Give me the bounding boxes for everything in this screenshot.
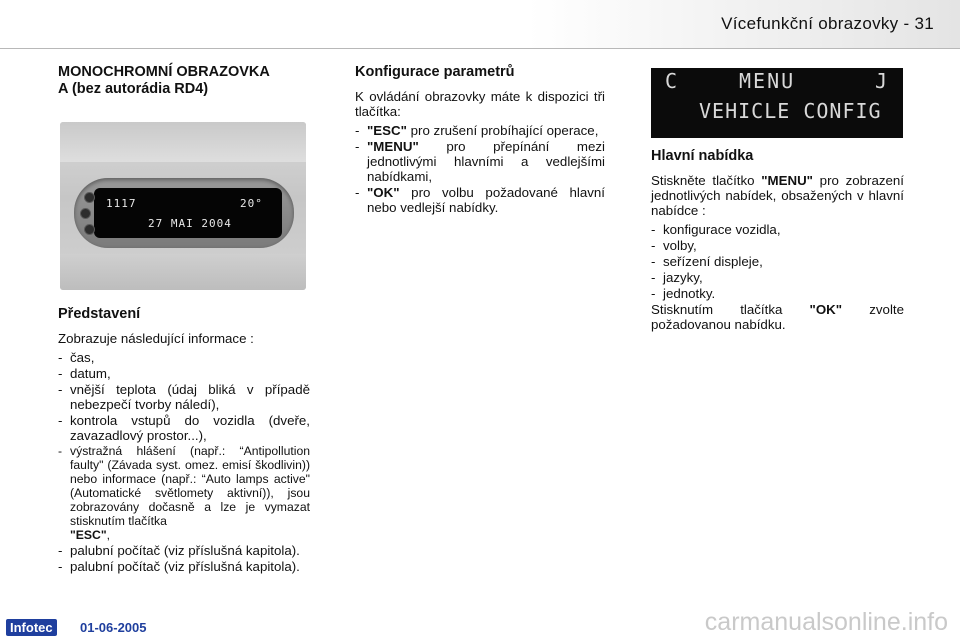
lcd-temperature: 20° xyxy=(240,197,263,210)
list-item: - vnější teplota (údaj bliká v případě nebezpečí tvorby náledí), xyxy=(58,382,310,412)
dashboard-display-photo xyxy=(60,122,306,290)
warnings-text: výstražná hlášení (např.: “Antipollution faulty" (Závada syst. omez. emisí škodlivin)) nebo informace (např.: “Auto lamps active" (Automatické světlomety aktivní)), jsou zobrazovány dočasně a lze je vymazat stisknutím tlačítka xyxy=(70,444,310,528)
main-menu-intro xyxy=(651,173,904,218)
list-item: - konfigurace vozidla, xyxy=(651,222,904,237)
list-item: - seřízení displeje, xyxy=(651,254,904,269)
menu-display-label: MENU xyxy=(739,69,796,93)
menu-display-row1 xyxy=(665,69,890,93)
list-item: - palubní počítač (viz příslušná kapitola). xyxy=(58,543,310,558)
menu-key-label: "MENU" xyxy=(761,173,813,188)
main-menu-title: Hlavní nabídka xyxy=(651,148,754,164)
list-item: - volby, xyxy=(651,238,904,253)
left-column xyxy=(58,64,310,575)
menu-display-screen xyxy=(651,68,903,138)
page-title: Vícefunkční obrazovky - 31 xyxy=(721,14,934,33)
menu-description: pro přepínání mezi jednotlivými hlavními a vedlejšími nabídkami, xyxy=(367,139,605,184)
main-menu-outro xyxy=(651,302,904,332)
outro-text-b: zvolte požadovanou nabídku. xyxy=(651,302,904,332)
display-button xyxy=(84,192,95,203)
buttons-list xyxy=(355,123,605,215)
page-header xyxy=(0,0,960,49)
list-item: - kontrola vstupů do vozidla (dveře, zavazadlový prostor...), xyxy=(58,413,310,443)
left-bracket-glyph: C xyxy=(665,69,680,93)
list-item-warnings xyxy=(58,444,310,542)
list-item: - jazyky, xyxy=(651,270,904,285)
list-item: - čas, xyxy=(58,350,310,365)
config-title: Konfigurace parametrů xyxy=(355,64,515,80)
lcd-date: 27 MAI 2004 xyxy=(148,217,232,230)
menu-key-label: "MENU" xyxy=(367,139,419,154)
intro-text-b: pro zobrazení jednotlivých nabídek, obsažených v hlavní nabídce : xyxy=(651,173,904,218)
dashboard-bottom xyxy=(60,254,306,290)
main-menu-list xyxy=(651,222,904,301)
right-bracket-glyph: J xyxy=(875,69,890,93)
dashboard-top xyxy=(60,122,306,162)
outro-text-a: Stisknutím tlačítka xyxy=(651,302,810,317)
esc-trail: , xyxy=(106,528,111,542)
esc-description: pro zrušení probíhající operace, xyxy=(406,123,599,138)
right-column xyxy=(651,64,904,336)
infotec-logo: Infotec xyxy=(6,619,57,636)
ok-description: pro volbu požadované hlavní nebo vedlejší nabídky. xyxy=(367,185,605,215)
menu-display-row2: VEHICLE CONFIG xyxy=(699,99,882,123)
ok-key-label: "OK" xyxy=(809,302,843,317)
list-item: - palubní počítač (viz příslušná kapitola). xyxy=(58,559,310,574)
ok-key-label: "OK" xyxy=(367,185,400,200)
list-item: - jednotky. xyxy=(651,286,904,301)
list-item: - datum, xyxy=(58,366,310,381)
intro-text-a: Stiskněte tlačítko xyxy=(651,173,762,188)
list-item xyxy=(355,185,605,215)
screen-type-title xyxy=(58,64,310,98)
site-watermark: carmanualsonline.info xyxy=(704,608,948,636)
display-button xyxy=(80,208,91,219)
middle-column xyxy=(355,64,605,216)
info-list xyxy=(58,350,310,574)
esc-key-label: "ESC" xyxy=(367,123,407,138)
introduction-text: Zobrazuje následující informace : xyxy=(58,331,254,346)
esc-key-label: "ESC" xyxy=(70,528,107,542)
introduction-title: Představení xyxy=(58,306,141,322)
screen-type-title-line1: MONOCHROMNÍ OBRAZOVKA xyxy=(58,64,270,80)
screen-type-title-line2: A (bez autorádia RD4) xyxy=(58,81,209,97)
lcd-time: 1117 xyxy=(106,197,137,210)
list-item xyxy=(355,123,605,138)
display-button xyxy=(84,224,95,235)
list-item xyxy=(355,139,605,184)
config-intro: K ovládání obrazovky máte k dispozici tři tlačítka: xyxy=(355,89,605,119)
footer-date: 01-06-2005 xyxy=(80,620,147,635)
